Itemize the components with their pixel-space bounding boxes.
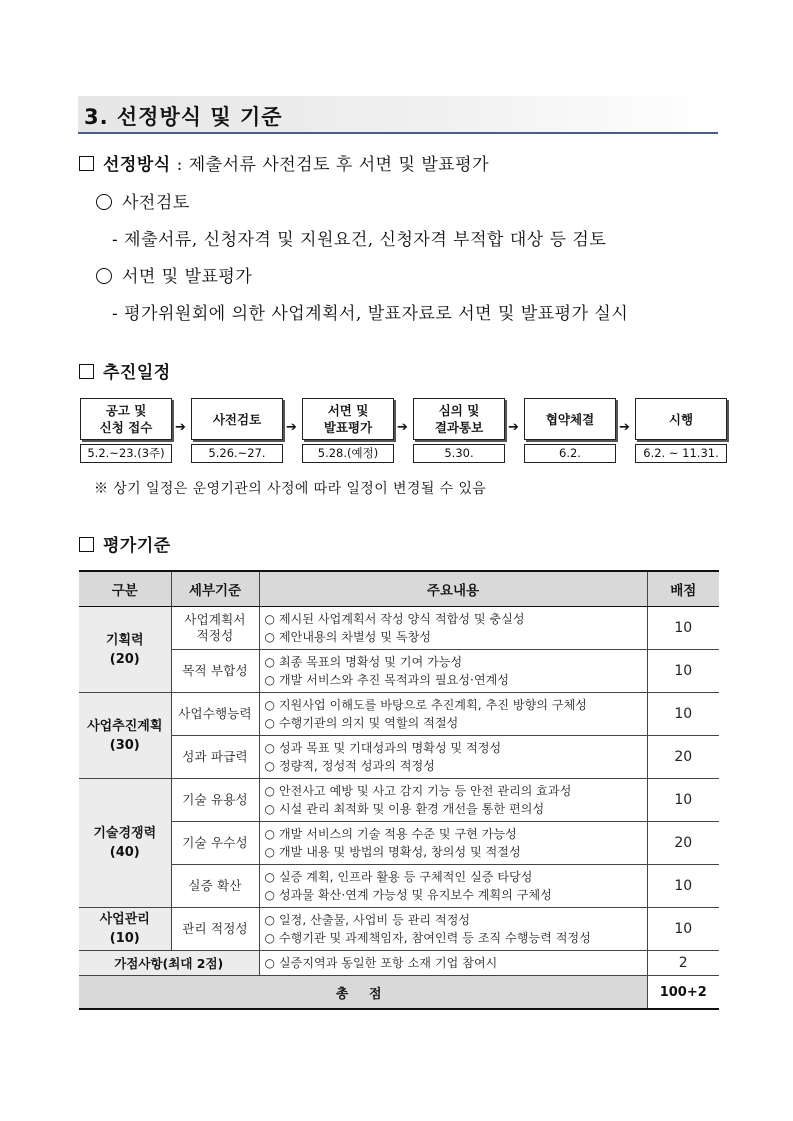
schedule-step-date: 5.30. xyxy=(413,444,505,463)
step-label: 서면 및 xyxy=(327,403,369,418)
category-cell xyxy=(79,779,171,908)
arrow-right-icon: ➔ xyxy=(619,420,630,435)
sub-label: 목적 부합성 xyxy=(182,663,248,678)
sub-criterion xyxy=(171,908,259,951)
bonus-row xyxy=(79,951,719,976)
arrow-right-icon: ➔ xyxy=(397,420,408,435)
schedule-note: ※ 상기 일정은 운영기관의 사정에 따라 일정이 변경될 수 있음 xyxy=(94,481,487,497)
selection-colon: : xyxy=(170,155,189,175)
header-score: 배점 xyxy=(647,571,719,607)
circle-bullet-icon xyxy=(96,268,112,284)
selection-item-written-eval xyxy=(96,262,252,287)
category-name: 기술경쟁력 xyxy=(93,826,157,841)
content-line: ○ 일정, 산출물, 사업비 등 관리 적정성 xyxy=(264,913,471,927)
category-cell xyxy=(79,607,171,693)
selection-item-title: 사전검토 xyxy=(122,193,190,213)
content-line: ○ 지원사업 이해도를 바탕으로 추진계획, 추진 방향의 구체성 xyxy=(264,698,587,712)
schedule-step xyxy=(191,398,283,463)
sub-criterion xyxy=(171,822,259,865)
content-line: ○ 개발 내용 및 방법의 명확성, 창의성 및 적절성 xyxy=(264,845,521,859)
schedule-step xyxy=(635,398,727,463)
content-line: ○ 성과물 확산·연계 가능성 및 유지보수 계획의 구체성 xyxy=(264,888,552,902)
score-cell: 10 xyxy=(647,607,719,650)
step-label: 협약체결 xyxy=(545,411,595,427)
content-line: ○ 수행기관 및 과제책임자, 참여인력 등 조직 수행능력 적정성 xyxy=(264,931,591,945)
content-line: ○ 개발 서비스의 기술 적용 수준 및 구현 가능성 xyxy=(264,827,517,841)
square-bullet-icon xyxy=(79,156,94,171)
sub-label: 사업수행능력 xyxy=(178,706,252,721)
selection-summary: 제출서류 사전검토 후 서면 및 발표평가 xyxy=(188,155,490,175)
table-row xyxy=(79,736,719,779)
sub-criterion xyxy=(171,736,259,779)
content-line: ○ 정량적, 정성적 성과의 적정성 xyxy=(264,759,435,773)
table-row xyxy=(79,865,719,908)
schedule-step xyxy=(413,398,505,463)
total-label: 총 점 xyxy=(79,976,647,1010)
total-score: 100+2 xyxy=(647,976,719,1010)
score-cell: 10 xyxy=(647,650,719,693)
step-label: 심의 및 xyxy=(438,403,480,418)
circle-bullet-icon xyxy=(96,194,112,210)
content-line: ○ 시설 관리 최적화 및 이용 환경 개선을 통한 편의성 xyxy=(264,802,545,816)
criteria-table xyxy=(79,570,719,1010)
section-title-bar xyxy=(78,96,718,134)
schedule-step-date: 5.28.(예정) xyxy=(302,444,394,463)
sub-label: 사업계획서 xyxy=(184,612,246,627)
category-points: (40) xyxy=(109,845,140,860)
sub-criterion xyxy=(171,607,259,650)
sub-label: 기술 우수성 xyxy=(182,835,248,850)
selection-item-detail: - 제출서류, 신청자격 및 지원요건, 신청자격 부적합 대상 등 검토 xyxy=(112,230,607,250)
content-cell xyxy=(259,607,647,650)
category-points: (30) xyxy=(109,737,140,753)
schedule-step-date: 5.26.~27. xyxy=(191,444,283,463)
step-label: 사전검토 xyxy=(212,411,262,427)
sub-label: 기술 유용성 xyxy=(182,792,248,807)
schedule-step xyxy=(80,398,172,463)
schedule-step-date: 6.2. xyxy=(524,444,616,463)
score-cell: 10 xyxy=(647,779,719,822)
arrow-right-icon: ➔ xyxy=(175,420,186,435)
schedule-flow xyxy=(80,398,730,470)
content-cell xyxy=(259,736,647,779)
category-name: 사업추진계획 xyxy=(87,718,163,734)
category-points: (20) xyxy=(109,651,140,667)
content-cell xyxy=(259,693,647,736)
selection-heading: 선정방식 xyxy=(103,155,171,175)
arrow-right-icon: ➔ xyxy=(286,420,297,435)
score-cell: 20 xyxy=(647,736,719,779)
step-label: 시행 xyxy=(668,411,694,427)
category-points: (10) xyxy=(109,931,140,946)
criteria-heading: 평가기준 xyxy=(103,536,171,556)
table-row xyxy=(79,779,719,822)
score-cell: 20 xyxy=(647,822,719,865)
content-cell xyxy=(259,908,647,951)
schedule-step-box xyxy=(635,398,727,440)
score-cell: 10 xyxy=(647,693,719,736)
header-sub: 세부기준 xyxy=(171,571,259,607)
score-cell: 10 xyxy=(647,908,719,951)
schedule-step xyxy=(302,398,394,463)
content-line: ○ 수행기관의 의지 및 역할의 적절성 xyxy=(264,716,459,730)
category-cell xyxy=(79,908,171,951)
sub-criterion xyxy=(171,779,259,822)
header-category: 구분 xyxy=(79,571,171,607)
sub-label: 성과 파급력 xyxy=(182,749,248,764)
schedule-heading-line xyxy=(79,358,171,383)
sub-label: 적정성 xyxy=(196,628,234,643)
selection-method-line xyxy=(79,150,489,175)
table-row xyxy=(79,693,719,736)
step-label: 발표평가 xyxy=(323,420,373,435)
category-cell xyxy=(79,693,171,779)
sub-label: 실증 확산 xyxy=(188,878,242,893)
content-cell xyxy=(259,822,647,865)
table-row xyxy=(79,822,719,865)
square-bullet-icon xyxy=(79,364,94,379)
schedule-step-box xyxy=(524,398,616,440)
content-line: ○ 안전사고 예방 및 사고 감지 기능 등 안전 관리의 효과성 xyxy=(264,784,572,798)
content-line: ○ 개발 서비스와 추진 목적과의 필요성·연계성 xyxy=(264,673,510,687)
sub-label: 관리 적정성 xyxy=(182,921,248,936)
schedule-step-box xyxy=(191,398,283,440)
selection-item-detail: - 평가위원회에 의한 사업계획서, 발표자료로 서면 및 발표평가 실시 xyxy=(112,304,629,324)
schedule-step-box xyxy=(80,398,172,440)
square-bullet-icon xyxy=(79,537,94,552)
content-line: ○ 성과 목표 및 기대성과의 명확성 및 적정성 xyxy=(264,741,502,755)
schedule-step-box xyxy=(413,398,505,440)
step-label: 신청 접수 xyxy=(99,420,153,435)
selection-item-title: 서면 및 발표평가 xyxy=(122,267,253,287)
content-line: ○ 제안내용의 차별성 및 독창성 xyxy=(264,630,432,644)
schedule-step xyxy=(524,398,616,463)
step-label: 결과통보 xyxy=(434,420,484,435)
schedule-step-box xyxy=(302,398,394,440)
arrow-right-icon: ➔ xyxy=(508,420,519,435)
selection-item-pre-review xyxy=(96,188,190,213)
total-row xyxy=(79,976,719,1010)
table-row xyxy=(79,607,719,650)
bonus-content: ○ 실증지역과 동일한 포항 소재 기업 참여시 xyxy=(259,951,647,976)
content-cell xyxy=(259,650,647,693)
table-header-row xyxy=(79,571,719,607)
content-line: ○ 제시된 사업계획서 작성 양식 적합성 및 충실성 xyxy=(264,612,525,626)
content-cell xyxy=(259,779,647,822)
table-row xyxy=(79,650,719,693)
header-content: 주요내용 xyxy=(259,571,647,607)
content-line: ○ 실증 계획, 인프라 활용 등 구체적인 실증 타당성 xyxy=(264,870,533,884)
sub-criterion xyxy=(171,865,259,908)
section-title: 3. 선정방식 및 기준 xyxy=(84,105,283,129)
schedule-heading: 추진일정 xyxy=(103,363,171,383)
criteria-heading-line xyxy=(79,531,171,556)
bonus-label: 가점사항(최대 2점) xyxy=(79,951,259,976)
score-cell: 10 xyxy=(647,865,719,908)
content-cell xyxy=(259,865,647,908)
category-name: 사업관리 xyxy=(99,912,150,927)
category-name: 기획력 xyxy=(105,632,144,648)
content-line: ○ 최종 목표의 명확성 및 기여 가능성 xyxy=(264,655,463,669)
sub-criterion xyxy=(171,693,259,736)
bonus-score: 2 xyxy=(647,951,719,976)
schedule-step-date: 6.2. ~ 11.31. xyxy=(635,444,727,463)
step-label: 공고 및 xyxy=(105,403,147,418)
table-row xyxy=(79,908,719,951)
schedule-step-date: 5.2.~23.(3주) xyxy=(80,444,172,463)
sub-criterion xyxy=(171,650,259,693)
